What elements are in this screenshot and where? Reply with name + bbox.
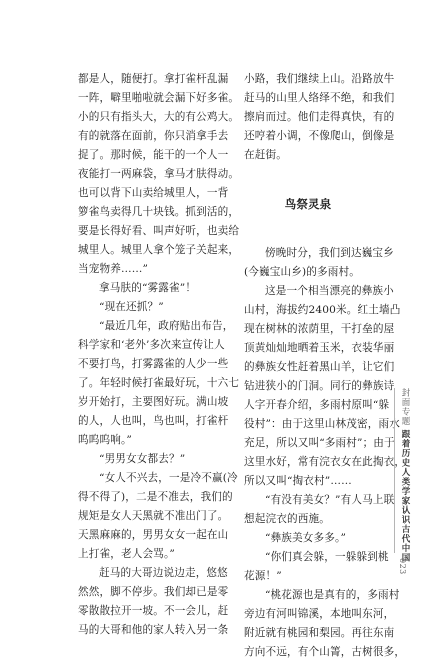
text-line: 一阵，噼里啪啦就会漏下好多雀。 [78, 92, 240, 104]
text-line: 天黑麻麻的，男男女女一起在山 [78, 529, 229, 541]
text-line: 赶马的山里人络绎不绝，和我们 [244, 92, 395, 104]
text-line: 现在树林的浓荫里，干打垒的屋 [244, 323, 395, 335]
text-line: “女人不兴去，一是冷不赢(冷 [99, 472, 238, 484]
text-line: 呜呜呜响。” [78, 434, 132, 446]
text-line: 钻进狭小的门洞。同行的彝族诗 [244, 380, 395, 392]
sidebar-caption [399, 388, 411, 563]
text-line: 上打雀，老人会骂。” [78, 548, 175, 560]
text-line: 还哼着小调，不像爬山，倒像是 [244, 130, 395, 142]
text-line: 傍晚时分，我们到达巍宝乡 [265, 247, 394, 259]
text-line: 附近就有桃园和梨园。再往东南 [244, 627, 395, 639]
text-line: “你们真会躲，一躲躲到桃 [265, 551, 389, 563]
text-line: 花源！” [244, 570, 282, 582]
text-line: 岁开始打，主要图好玩。满山坡 [78, 396, 229, 408]
text-line: 这是一个相当漂亮的彝族小 [265, 285, 394, 297]
text-line: “男男女女都去？” [99, 453, 186, 465]
text-line: 不要打鸟，打雾露雀的人少一些 [78, 358, 229, 370]
section-heading: 鸟祭灵泉 [284, 197, 332, 211]
text-line: 规矩是女人天黑就不准出门了。 [78, 510, 229, 522]
text-line: 夜能打一两麻袋，拿马才肤得动。 [78, 168, 240, 180]
text-line: 的人，人也叫，鸟也叫，打雀杆 [78, 415, 229, 427]
text-line: 方向不远，有个山箐，古树很多， [244, 646, 406, 658]
text-line: 得不得了)，二是不准去，我们的 [78, 491, 233, 503]
text-line: 捉了。那时候，能干的一个人一 [78, 149, 229, 161]
text-line: 当宠物养……” [78, 263, 149, 275]
text-line: “桃花源也是真有的，多雨村 [265, 589, 400, 601]
text-line: “有没有美女？”有人马上联 [265, 494, 395, 506]
heading-spacer [244, 165, 372, 195]
text-line: 有的就落在面前，你只消拿手去 [78, 130, 229, 142]
text-line: 城里人。城里人拿个笼子关起来， [78, 244, 240, 256]
page-number: 023 [398, 558, 407, 575]
text-line: 赶马的大哥边说边走，悠悠 [99, 567, 228, 579]
text-line: 旁边有河叫锦溪，本地叫东河， [244, 608, 395, 620]
text-line: 也可以背下山卖给城里人，一背 [78, 187, 229, 199]
left-column [78, 70, 240, 640]
text-line: 小的只有指头大，大的有公鸡大。 [78, 111, 240, 123]
text-line: 想起浣衣的西施。 [244, 513, 330, 525]
text-line: 山村，海拔约2400米。红土墙凸 [244, 304, 401, 316]
text-line: 了。年轻时候打雀最好玩，十六七 [78, 377, 240, 389]
text-line: 都是人，随便打。拿打雀杆乱漏 [78, 73, 229, 85]
text-line: 所以又叫“掏衣村”…… [244, 475, 352, 487]
text-line: “现在还抓？” [99, 301, 164, 313]
text-line: 科学家和‘老外’多次来宣传让人 [78, 339, 225, 351]
text-line: 这里水好，常有浣衣女在此掏衣， [244, 456, 406, 468]
text-line: 小路，我们继续上山。沿路放牛 [244, 73, 395, 85]
text-line: 拿马肤的“雾露雀”！ [99, 282, 197, 294]
text-line: 擦肩而过。他们走得真快，有的 [244, 111, 395, 123]
text-line: 役村”：由于这里山林茂密，雨水 [244, 418, 400, 430]
text-line: 然然，脚不停步。我们却已是零 [78, 586, 229, 598]
text-line: 在赶街。 [244, 149, 287, 161]
heading-spacer [244, 214, 372, 244]
right-column-top-text [244, 70, 395, 165]
sidebar-series: 封面专题 [400, 388, 410, 426]
text-line: 马的大哥和他的家人转入另一条 [78, 624, 229, 636]
running-sidebar [394, 388, 413, 563]
text-line: 顶黄灿灿地晒着玉米，衣装华丽 [244, 342, 395, 354]
text-line: 零散散拉开一坡。不一会儿，赶 [78, 605, 229, 617]
text-line: 人字开春介绍，多雨村原叫“躲 [244, 399, 390, 411]
sidebar-title: 跟着历史人类学家认识古代中国 [400, 429, 410, 563]
text-line: “最近几年，政府贴出布告， [99, 320, 234, 332]
text-line: 要是长得好看、叫声好听，也卖给 [78, 225, 240, 237]
text-line: 的彝族女性赶着黑山羊，让它们 [244, 361, 395, 373]
text-line: 箩雀鸟卖得几十块钱。抓到活的， [78, 206, 240, 218]
text-line: (今巍宝山乡)的多雨村。 [244, 266, 361, 278]
text-line: “彝族美女多多。” [265, 532, 347, 544]
text-line: 充足，所以又叫“多雨村”；由于 [244, 437, 395, 449]
